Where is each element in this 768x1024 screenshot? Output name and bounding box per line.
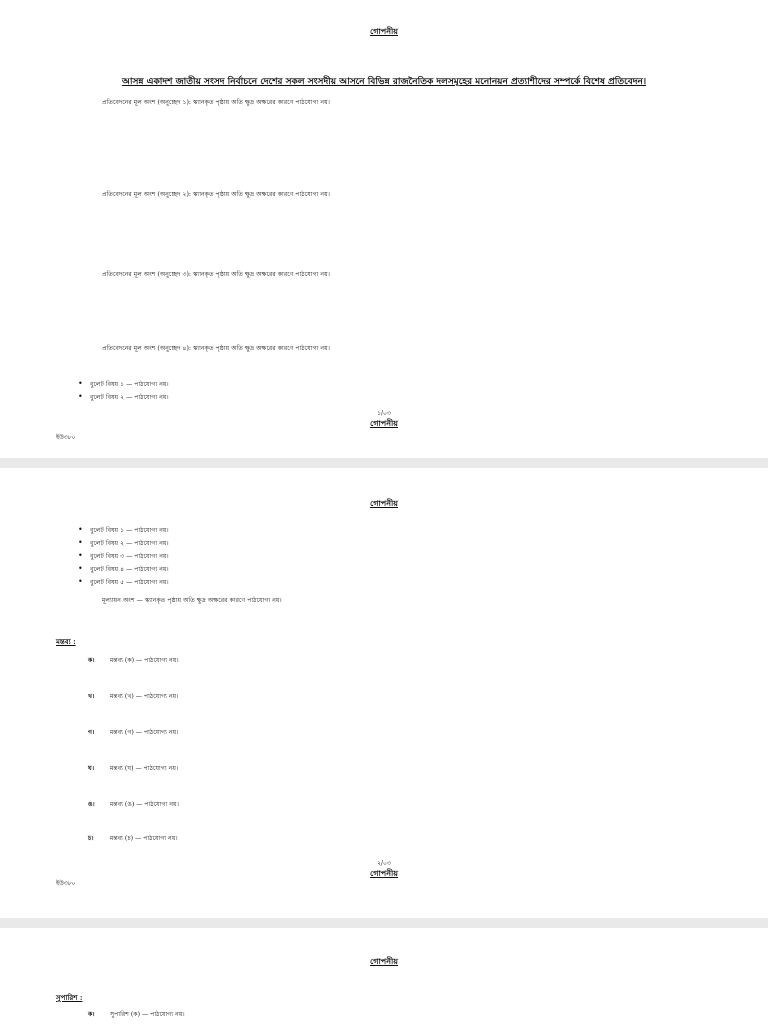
bullet-item: • বুলেট বিষয় ৪ — পাঠযোগ্য নয়। <box>78 563 698 576</box>
page-number: ১/০৩ <box>377 410 391 417</box>
report-page-2 <box>0 486 768 886</box>
item-text: মন্তব্য (গ) — পাঠযোগ্য নয়। <box>110 729 179 736</box>
assessment-paragraph: মূল্যায়ন অংশ — স্ক্যানকৃত পৃষ্ঠায় অতি ক্ষুদ্র অক্ষরের কারণে পাঠযোগ্য নয়। <box>102 597 282 604</box>
section-heading-remarks: মন্তব্য : <box>56 637 76 646</box>
footer-code: ইউ৩৮০ <box>56 880 76 887</box>
bullet-item: • বুলেট বিষয় ৫ — পাঠযোগ্য নয়। <box>78 576 698 589</box>
body-paragraph-4: প্রতিবেদনের মূল অংশ (অনুচ্ছেদ ৪): স্ক্যানকৃত পৃষ্ঠায় অতি ক্ষুদ্র অক্ষরের কারণে পাঠযোগ্য নয়। <box>102 345 330 352</box>
footer-code: ইউ৩৮০ <box>56 434 76 441</box>
item-label: গ। <box>88 729 95 736</box>
body-paragraph-2: প্রতিবেদনের মূল অংশ (অনুচ্ছেদ ২): স্ক্যানকৃত পৃষ্ঠায় অতি ক্ষুদ্র অক্ষরের কারণে পাঠযোগ্য নয়। <box>102 191 330 198</box>
bullet-item: • বুলেট বিষয় ১ — পাঠযোগ্য নয়। <box>78 378 698 391</box>
bullet-item: • বুলেট বিষয় ১ — পাঠযোগ্য নয়। <box>78 524 698 537</box>
body-paragraph-1: প্রতিবেদনের মূল অংশ (অনুচ্ছেদ ১): স্ক্যানকৃত পৃষ্ঠায় অতি ক্ষুদ্র অক্ষরের কারণে পাঠযোগ্য নয়। <box>102 99 330 106</box>
item-label: ঙ। <box>88 801 95 808</box>
item-text: মন্তব্য (ঘ) — পাঠযোগ্য নয়। <box>110 765 179 772</box>
item-text: সুপারিশ (ক) — পাঠযোগ্য নয়। <box>110 1011 185 1018</box>
bullet-item: • বুলেট বিষয় ৩ — পাঠযোগ্য নয়। <box>78 550 698 563</box>
section-heading-recommendations: সুপারিশ : <box>56 993 83 1002</box>
item-text: মন্তব্য (খ) — পাঠযোগ্য নয়। <box>110 693 179 700</box>
item-label: খ। <box>88 693 95 700</box>
confidential-footer: গোপনীয় <box>369 868 399 878</box>
page-separator <box>0 458 768 468</box>
bullet-list <box>78 524 698 589</box>
report-page-3 <box>0 950 768 1024</box>
bullet-list <box>78 378 698 404</box>
confidential-header: গোপনীয় <box>369 498 399 508</box>
bullet-item: • বুলেট বিষয় ২ — পাঠযোগ্য নয়। <box>78 391 698 404</box>
confidential-header: গোপনীয় <box>369 26 399 36</box>
item-text: মন্তব্য (ক) — পাঠযোগ্য নয়। <box>110 657 179 664</box>
item-label: ক। <box>88 657 95 664</box>
page-separator <box>0 918 768 928</box>
item-label: চ। <box>88 835 94 842</box>
item-label: ক। <box>88 1011 95 1018</box>
body-paragraph-3: প্রতিবেদনের মূল অংশ (অনুচ্ছেদ ৩): স্ক্যানকৃত পৃষ্ঠায় অতি ক্ষুদ্র অক্ষরের কারণে পাঠযোগ্য নয়। <box>102 271 330 278</box>
report-title: আসন্ন একাদশ জাতীয় সংসদ নির্বাচনে দেশের সকল সংসদীয় আসনে বিভিন্ন রাজনৈতিক দলসমূহের মনোনয়ন প্রত্যাশীদের সম্পর্কে বিশেষ প্রতিবেদন। <box>121 77 647 87</box>
confidential-header: গোপনীয় <box>369 956 399 966</box>
item-label: ঘ। <box>88 765 95 772</box>
confidential-footer: গোপনীয় <box>369 418 399 428</box>
bullet-item: • বুলেট বিষয় ২ — পাঠযোগ্য নয়। <box>78 537 698 550</box>
report-page-1 <box>0 0 768 452</box>
page-number: ২/০৩ <box>377 860 391 867</box>
item-text: মন্তব্য (চ) — পাঠযোগ্য নয়। <box>110 835 178 842</box>
item-text: মন্তব্য (ঙ) — পাঠযোগ্য নয়। <box>110 801 179 808</box>
